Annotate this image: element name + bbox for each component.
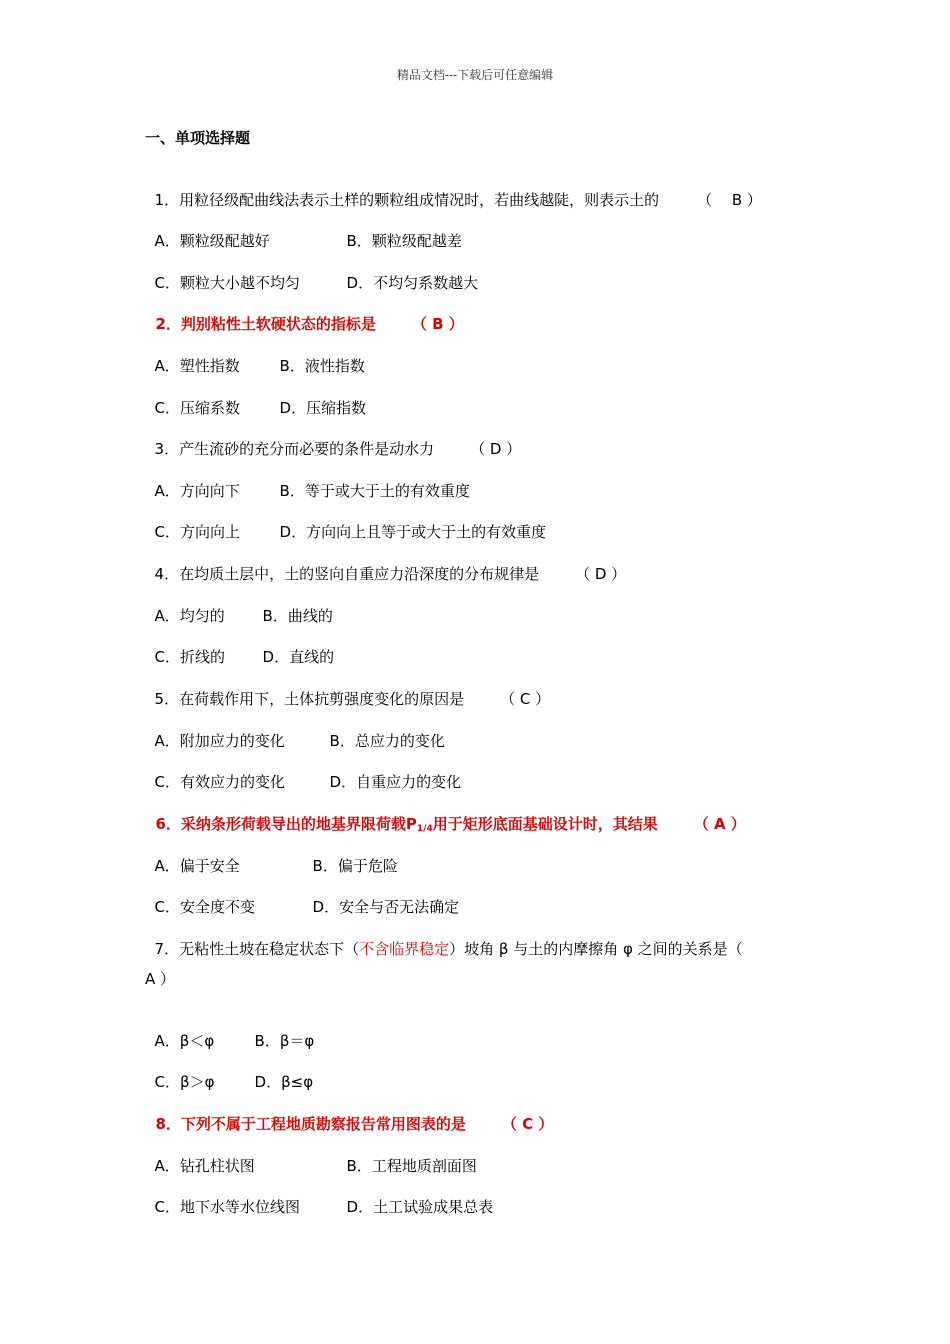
question-text: 2．判别粘性土软硬状态的指标是 [155, 315, 376, 333]
options-row [145, 1052, 313, 1092]
question-text: 6．采纳条形荷载导出的地基界限荷载$P_{1/4}$用于矩形底面基础设计时，其结果 [155, 815, 658, 834]
options-row [145, 502, 546, 542]
option-d: D．自重应力的变化 [329, 773, 462, 791]
section-title: 一、单项选择题 [145, 129, 251, 147]
options-row [145, 253, 478, 293]
question-text: 3．产生流砂的充分而必要的条件是动水力 [154, 440, 435, 458]
option-a: A．均匀的 [154, 607, 225, 625]
option-b: B．颗粒级配越差 [346, 232, 462, 250]
option-d: D．土工试验成果总表 [346, 1198, 494, 1216]
options-row [145, 1136, 477, 1176]
answer: （ D ） [470, 440, 522, 458]
option-b: B．偏于危险 [312, 857, 398, 875]
question-text: 1．用粒径级配曲线法表示土样的颗粒组成情况时，若曲线越陡，则表示土的 [154, 191, 660, 209]
options-row [145, 1177, 493, 1217]
option-c: C．方向向上 [154, 523, 241, 541]
question-text: 5．在荷载作用下，土体抗剪强度变化的原因是 [154, 690, 465, 708]
question-text: 4．在均质土层中，土的竖向自重应力沿深度的分布规律是 [154, 565, 540, 583]
option-c: C．β＞φ [154, 1073, 215, 1091]
answer: （ B ） [411, 315, 464, 333]
question-4 [145, 544, 626, 584]
options-row [145, 711, 445, 751]
option-c: C．颗粒大小越不均匀 [154, 274, 301, 292]
option-b: B．β＝φ [254, 1032, 315, 1050]
options-row [145, 627, 334, 667]
options-row [145, 336, 365, 376]
options-row [145, 586, 333, 626]
option-b: B．液性指数 [279, 357, 365, 375]
options-row [145, 378, 366, 418]
option-c: C．折线的 [154, 648, 226, 666]
options-row [145, 836, 398, 876]
question-3 [145, 419, 521, 459]
option-c: C．压缩系数 [154, 399, 241, 417]
answer: （ B ） [697, 191, 762, 209]
option-b: B．曲线的 [262, 607, 333, 625]
page-header: 精品文档---下载后可任意编辑 [396, 68, 554, 82]
option-b: B．等于或大于土的有效重度 [279, 482, 470, 500]
options-row [145, 877, 459, 917]
question-8 [145, 1094, 553, 1134]
option-d: D．直线的 [262, 648, 335, 666]
answer: （ D ） [575, 565, 627, 583]
option-d: D．不均匀系数越大 [346, 274, 479, 292]
answer: （ C ） [500, 690, 551, 708]
option-a: A．偏于安全 [154, 857, 240, 875]
option-d: D．方向向上且等于或大于土的有效重度 [279, 523, 547, 541]
options-row [145, 461, 470, 501]
option-a: A．颗粒级配越好 [154, 232, 270, 250]
answer: （ C ） [501, 1115, 554, 1133]
question-2 [145, 294, 464, 334]
option-d: D．β≤φ [254, 1073, 314, 1091]
question-6 [145, 794, 746, 839]
question-1 [145, 170, 762, 210]
options-row [145, 752, 461, 792]
answer: （ A ） [693, 815, 746, 833]
option-a: A．钻孔柱状图 [154, 1157, 255, 1175]
option-c: C．安全度不变 [154, 898, 256, 916]
option-a: A．附加应力的变化 [154, 732, 285, 750]
option-c: C．有效应力的变化 [154, 773, 286, 791]
option-d: D．安全与否无法确定 [312, 898, 460, 916]
option-d: D．压缩指数 [279, 399, 367, 417]
question-7: 7．无粘性土坡在稳定状态下（不含临界稳定）坡角 β 与土的内摩擦角 φ 之间的关系是（ [154, 940, 743, 958]
answer: A ） [145, 970, 176, 988]
options-row [145, 211, 462, 251]
question-5 [145, 669, 550, 709]
option-a: A．β＜φ [154, 1032, 215, 1050]
option-c: C．地下水等水位线图 [154, 1198, 301, 1216]
question-text: 8．下列不属于工程地质勘察报告常用图表的是 [155, 1115, 466, 1133]
option-b: B．工程地质剖面图 [346, 1157, 477, 1175]
options-row [145, 1011, 314, 1051]
option-a: A．塑性指数 [154, 357, 240, 375]
option-a: A．方向向下 [154, 482, 240, 500]
option-b: B．总应力的变化 [329, 732, 445, 750]
